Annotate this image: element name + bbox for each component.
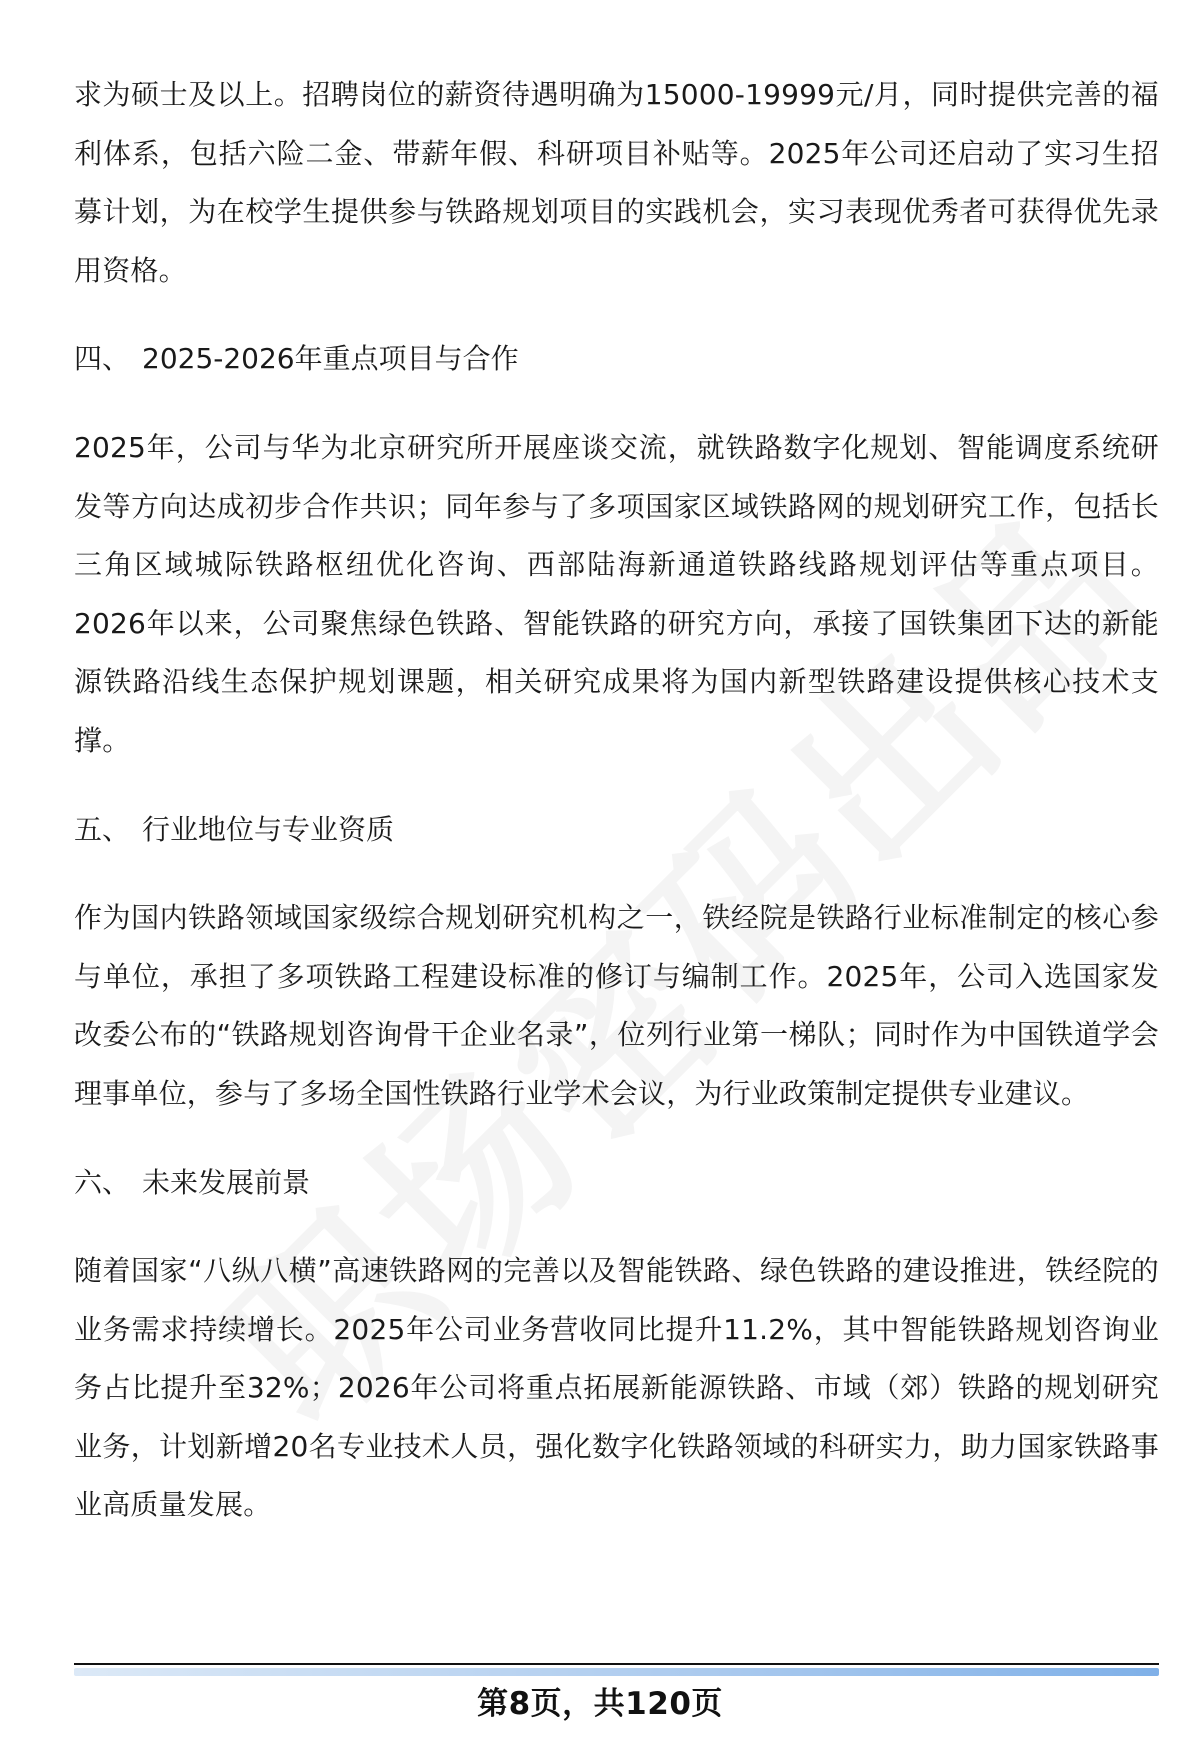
section-number: 五、: [74, 812, 131, 846]
section-heading: [74, 1154, 1159, 1213]
footer-line: [74, 1663, 1159, 1665]
page-number: 第8页，共120页: [477, 1686, 723, 1722]
document-page: [74, 66, 1159, 1535]
section-heading: [74, 801, 1159, 860]
footer-accent-bar: [74, 1668, 1159, 1676]
section-future-outlook: [74, 1154, 1159, 1536]
section-key-projects: [74, 330, 1159, 800]
section-body: 作为国内铁路领域国家级综合规划研究机构之一，铁经院是铁路行业标准制定的核心参与单位，承担了多项铁路工程建设标准的修订与编制工作。2025年，公司入选国家发改委公布的“铁路规划咨询骨干企业名录”，位列行业第一梯队；同时作为中国铁道学会理事单位，参与了多场全国性铁路行业学术会议，为行业政策制定提供专业建议。: [74, 901, 1159, 1110]
section-title: 未来发展前景: [142, 1165, 311, 1199]
section-number: 四、: [74, 342, 131, 376]
section-title: 行业地位与专业资质: [142, 812, 395, 846]
section-industry-status: [74, 801, 1159, 1154]
section-body: 随着国家“八纵八横”高速铁路网的完善以及智能铁路、绿色铁路的建设推进，铁经院的业务需求持续增长。2025年公司业务营收同比提升11.2%，其中智能铁路规划咨询业务占比提升至32%；2026年公司将重点拓展新能源铁路、市域（郊）铁路的规划研究业务，计划新增20名专业技术人员，强化数字化铁路领域的科研实力，助力国家铁路事业高质量发展。: [74, 1254, 1159, 1522]
section-number: 六、: [74, 1165, 131, 1199]
section-title: 2025-2026年重点项目与合作: [142, 342, 519, 376]
section-body: 2025年，公司与华为北京研究所开展座谈交流，就铁路数字化规划、智能调度系统研发等方向达成初步合作共识；同年参与了多项国家区域铁路网的规划研究工作，包括长三角区域城际铁路枢纽优化咨询、西部陆海新通道铁路线路规划评估等重点项目。2026年以来，公司聚焦绿色铁路、智能铁路的研究方向，承接了国铁集团下达的新能源铁路沿线生态保护规划课题，相关研究成果将为国内新型铁路建设提供核心技术支撑。: [74, 430, 1159, 757]
footer-divider: [74, 1663, 1159, 1675]
section-heading: [74, 330, 1159, 389]
intro-paragraph: 求为硕士及以上。招聘岗位的薪资待遇明确为15000-19999元/月，同时提供完善的福利体系，包括六险二金、带薪年假、科研项目补贴等。2025年公司还启动了实习生招募计划，为在校学生提供参与铁路规划项目的实践机会，实习表现优秀者可获得优先录用资格。: [74, 78, 1159, 287]
